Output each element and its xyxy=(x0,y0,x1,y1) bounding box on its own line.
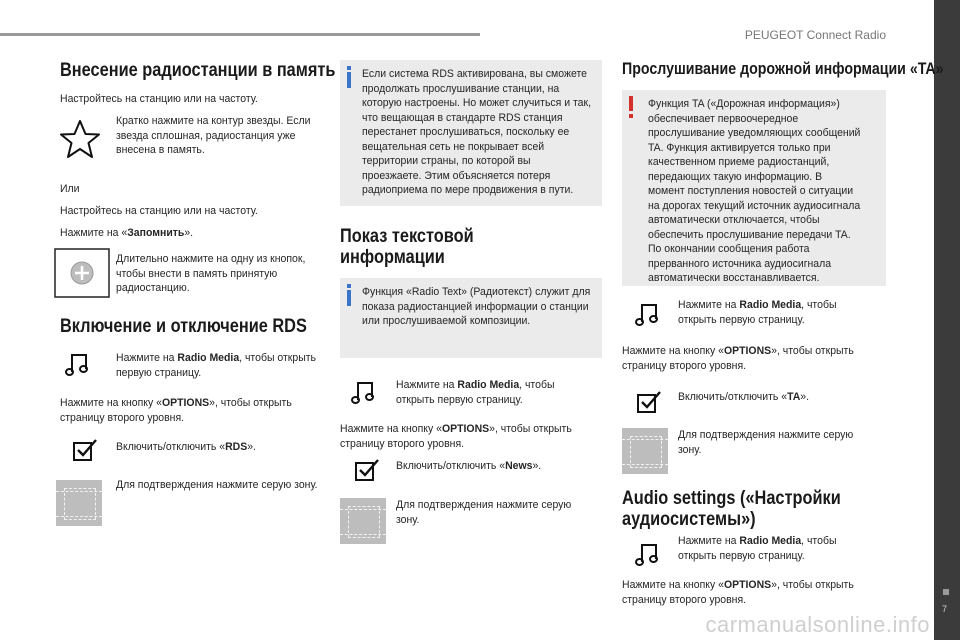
paragraph: Настройтесь на станцию или на частоту. xyxy=(60,93,258,105)
options-instruction: Нажмите на кнопку «OPTIONS», чтобы открыть страницу второго уровня. xyxy=(340,423,572,450)
toggle-ta-instruction: Включить/отключить «TA». xyxy=(678,391,810,403)
save-instruction: Нажмите на «Запомнить». xyxy=(60,227,194,239)
confirm-instruction: Для подтверждения нажмите серую зону. xyxy=(116,479,318,491)
grey-zone-icon xyxy=(340,498,386,544)
radio-media-instruction: Нажмите на Radio Media, чтобы открыть первую страницу. xyxy=(678,299,837,326)
options-instruction: Нажмите на кнопку «OPTIONS», чтобы открыть страницу второго уровня. xyxy=(60,397,292,424)
grey-zone-icon xyxy=(56,480,102,526)
heading-ta: Прослушивание дорожной информации «TA» xyxy=(622,60,944,78)
or-label: Или xyxy=(60,183,80,195)
checkbox-icon xyxy=(636,390,662,414)
music-note-icon xyxy=(64,350,90,378)
star-instruction: Кратко нажмите на контур звезды. Если звезда сплошная, радиостанция уже внесена в память. xyxy=(116,115,311,156)
heading-save-station: Внесение радиостанции в память xyxy=(60,60,336,81)
paragraph: Настройтесь на станцию или на частоту. xyxy=(60,205,258,217)
ta-warning-text: Функция TA («Дорожная информация») обеспечивает первоочередное прослушивание уведомляющих сообщений TA. Функция активируется только при качественном приеме радиостанций, передающих такую информацию. В момент поступления новостей о ситуации на дорогах текущий источник аудиосигнала автоматически отключается, чтобы обеспечить прослушивание передачи TA. По окончании сообщения работа прерванного источника аудиосигнала автоматически восстанавливается. xyxy=(648,98,861,284)
music-note-icon xyxy=(634,300,660,328)
options-instruction: Нажмите на кнопку «OPTIONS», чтобы открыть страницу второго уровня. xyxy=(622,579,854,606)
top-rule xyxy=(0,33,480,36)
radio-text-info: Функция «Radio Text» (Радиотекст) служит для показа радиостанцией информации о станции или прослушиваемой композиции. xyxy=(362,286,591,327)
heading-text-info: Показ текстовой информации xyxy=(340,226,474,269)
radio-media-instruction: Нажмите на Radio Media, чтобы открыть первую страницу. xyxy=(116,352,316,379)
confirm-instruction: Для подтверждения нажмите серую зону. xyxy=(396,499,572,526)
music-note-icon xyxy=(634,540,660,568)
page-number: 7 xyxy=(942,604,948,614)
music-note-icon xyxy=(350,378,376,406)
star-icon xyxy=(58,118,102,160)
toggle-rds-instruction: Включить/отключить «RDS». xyxy=(116,441,256,453)
radio-media-instruction: Нажмите на Radio Media, чтобы открыть первую страницу. xyxy=(396,379,555,406)
radio-media-instruction: Нажмите на Radio Media, чтобы открыть первую страницу. xyxy=(678,535,837,562)
checkbox-icon xyxy=(354,458,380,482)
sidebar-marker xyxy=(943,589,949,595)
rds-info-text: Если система RDS активирована, вы сможете продолжать прослушивание станции, на которую настроены. Но может случиться и так, что вещающая в стандарте RDS станция перестанет прослушиваться, поскольку ее вещательная сеть не покрывает всей территории страны, по которой вы проезжаете. Этим объясняется потеря радиоприема по мере продвижения в пути. xyxy=(362,68,592,196)
confirm-instruction: Для подтверждения нажмите серую зону. xyxy=(678,429,854,456)
page-sidebar xyxy=(934,0,960,640)
heading-audio-settings: Audio settings («Настройки аудиосистемы») xyxy=(622,488,841,531)
preset-button-icon xyxy=(54,248,110,298)
options-instruction: Нажмите на кнопку «OPTIONS», чтобы открыть страницу второго уровня. xyxy=(622,345,854,372)
preset-instruction: Длительно нажмите на одну из кнопок, чтобы внести в память принятую радиостанцию. xyxy=(116,253,306,294)
checkbox-icon xyxy=(72,438,98,462)
warning-icon xyxy=(627,96,635,118)
watermark: carmanualsonline.info xyxy=(705,612,930,637)
toggle-news-instruction: Включить/отключить «News». xyxy=(396,460,542,472)
heading-rds: Включение и отключение RDS xyxy=(60,316,307,337)
info-icon xyxy=(345,66,353,88)
info-icon xyxy=(345,284,353,306)
manual-title: PEUGEOT Connect Radio xyxy=(744,28,886,42)
grey-zone-icon xyxy=(622,428,668,474)
